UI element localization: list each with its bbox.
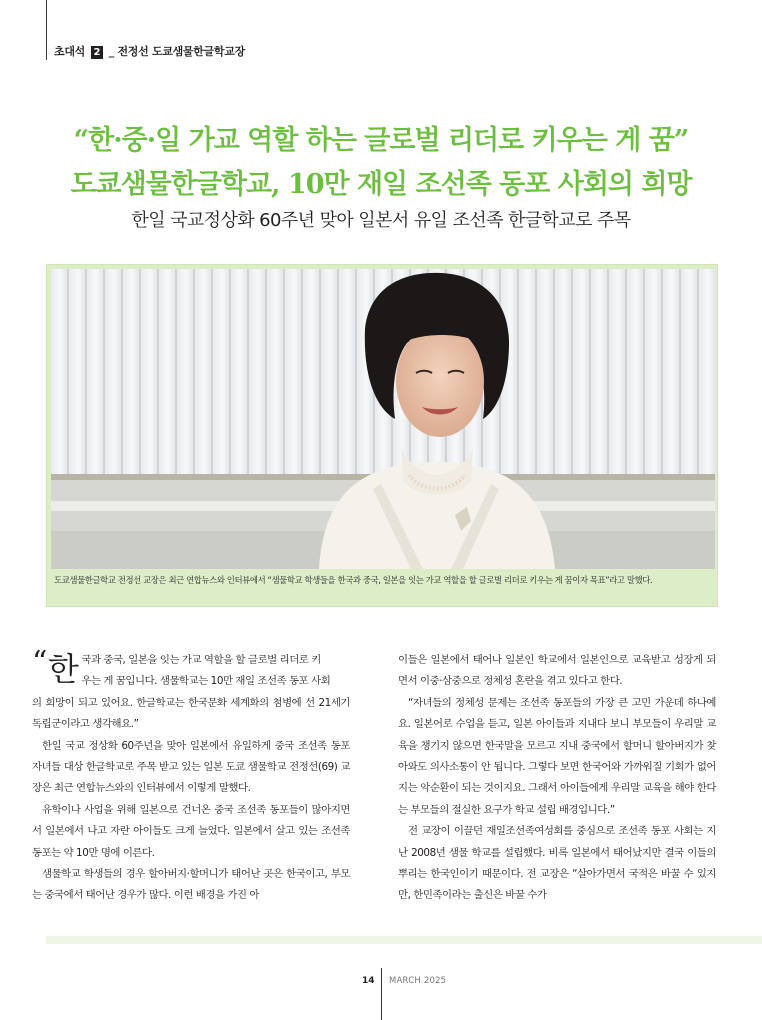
principal-portrait-photo [51, 269, 715, 569]
drop-line-1: 국과 중국, 일본을 잇는 가교 역할을 할 글로벌 리더로 키 [81, 654, 321, 666]
dropcap: 한 [47, 650, 79, 688]
photo-caption: 도쿄샘물한글학교 전정선 교장은 최근 연합뉴스와 인터뷰에서 “샘물학교 학생들을 한국과 중국, 일본을 잇는 가교 역할을 할 글로벌 리더로 키우는 게 꿈이자 목표”라고 말했다. [54, 575, 653, 585]
headline-line-1: “한·중·일 가교 역할 하는 글로벌 리더로 키우는 게 꿈” [73, 125, 689, 156]
paragraph-7: 전 교장이 이끌던 재일조선족여성회를 중심으로 조선족 동포 사회는 지난 2008년 샘물 학교를 설립했다. 비록 일본에서 태어났지만 결국 이들의 뿌리는 한국인이기 때문이다. 전 교장은 “살아가면서 국적은 바꿀 수 있지만, 한민족이라는 출신은 바꿀 수가 [398, 825, 716, 902]
subheadline: 한일 국교정상화 60주년 맞아 일본서 유일 조선족 한글학교로 주목 [131, 210, 631, 231]
paragraph-6: “자녀들의 정체성 문제는 조선족 동포들의 가장 큰 고민 가운데 하나예요. 일본어로 수업을 듣고, 일본 아이들과 지내다 보니 부모들이 우리말 교육을 챙기지 않으면 한국말을 모르고 지내 중국에서 할머니 할아버지가 찾아와도 의사소통이 안 됩니다. 그렇다 보면 한국어와 가까워질 기회가 없어지는 악순환이 되는 것이지요. 그래서 아이들에게 우리말 교육을 해야 한다는 부모들의 절실한 요구가 학교 설립 배경입니다.” [398, 696, 716, 816]
bottom-band [46, 936, 762, 944]
open-quote-mark: “ [32, 645, 47, 680]
section-tag [54, 43, 245, 59]
photo-frame [46, 264, 718, 607]
issue-date: MARCH 2025 [389, 976, 447, 986]
folio-rule [381, 968, 382, 1020]
paragraph-4: 샘물학교 학생들의 경우 할아버지·할머니가 태어난 곳은 한국이고, 부모는 중국에서 태어난 경우가 많다. 이런 배경을 가진 아 [32, 868, 350, 902]
paragraph-1-rest: 의 희망이 되고 있어요. 한글학교는 한국문화 세계화의 첨병에 선 21세기 독립군이라고 생각해요.” [32, 696, 350, 731]
top-vertical-rule [46, 0, 47, 60]
opening-paragraph [32, 645, 350, 693]
section-tag-suffix: _ 전정선 도쿄샘물한글학교장 [108, 45, 245, 58]
page-number: 14 [362, 976, 375, 986]
section-number-badge: 2 [91, 46, 104, 59]
headline-line-2: 도쿄샘물한글학교, 10만 재일 조선족 동포 사회의 희망 [70, 169, 692, 200]
article-column-left [32, 645, 350, 907]
paragraph-2: 한일 국교 정상화 60주년을 맞아 일본에서 유일하게 중국 조선족 동포 자녀들 대상 한글학교로 주목 받고 있는 일본 도쿄 샘물학교 전정선(69) 교장은 최근 연합뉴스와의 인터뷰에서 이렇게 말했다. [32, 739, 350, 795]
section-tag-prefix: 초대석 [54, 45, 85, 58]
dropcap-lines [81, 650, 350, 693]
drop-line-2: 우는 게 꿈입니다. 샘물학교는 10만 재일 조선족 동포 사회 [81, 675, 331, 688]
paragraph-3: 유학이나 사업을 위해 일본으로 건너온 중국 조선족 동포들이 많아지면서 일본에서 나고 자란 아이들도 크게 늘었다. 일본에서 살고 있는 조선족 동포는 약 10만 명에 이른다. [32, 803, 350, 859]
paragraph-5: 이들은 일본에서 태어나 일본인 학교에서 일본인으로 교육받고 성장게 되면서 이중·삼중으로 정체성 혼란을 겪고 있다고 한다. [398, 654, 716, 688]
article-column-right [398, 650, 716, 907]
